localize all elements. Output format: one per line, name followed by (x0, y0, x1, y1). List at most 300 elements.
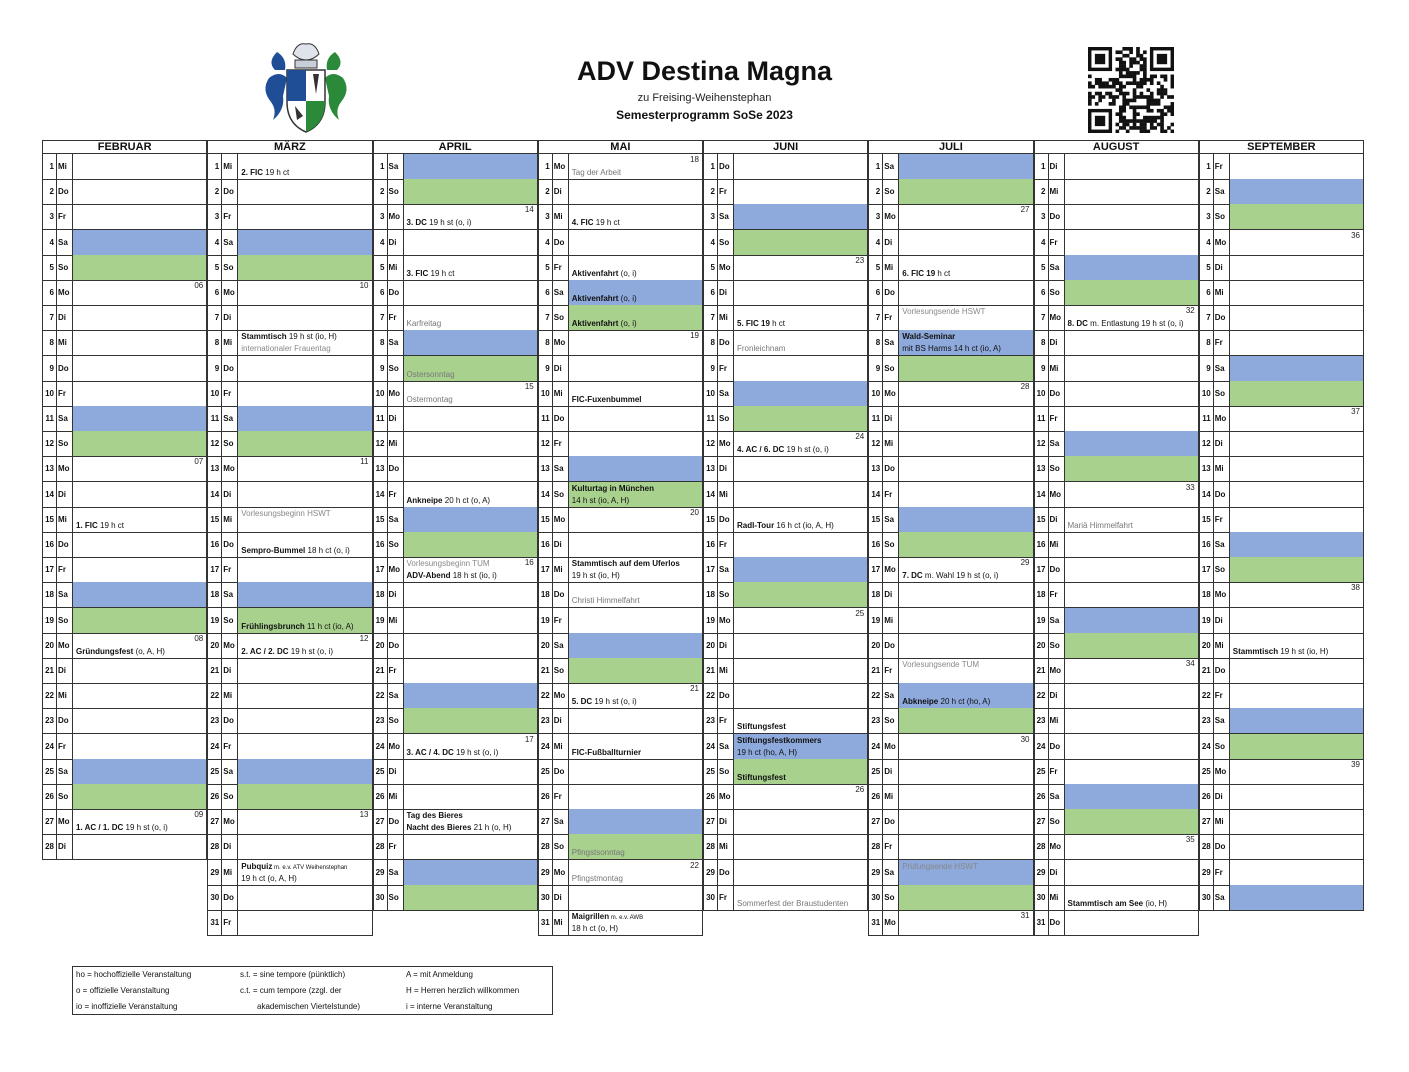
day-number: 17 (208, 557, 222, 582)
weekday: Fr (718, 708, 734, 733)
day-number: 10 (208, 381, 222, 406)
weekday: Di (883, 230, 899, 255)
weekday: So (57, 431, 73, 456)
weekday: Fr (1049, 582, 1065, 607)
weekday: So (222, 255, 238, 280)
day-row (373, 582, 538, 608)
day-cell (238, 734, 371, 759)
weekday: Sa (883, 330, 899, 355)
day-row (1199, 658, 1364, 684)
weekday: Di (222, 482, 238, 507)
day-row (207, 708, 372, 734)
day-cell (1230, 431, 1363, 456)
day-row (1034, 255, 1199, 281)
day-row (538, 154, 703, 180)
day-cell (734, 834, 867, 859)
day-cell (1230, 482, 1363, 507)
day-cell (404, 658, 537, 683)
day-cell (238, 658, 371, 683)
day-cell (569, 381, 702, 406)
event-text: 3. DC 19 h st (o, i) (406, 218, 472, 228)
day-number: 23 (1200, 708, 1214, 733)
day-row (538, 633, 703, 659)
weekday: Do (718, 860, 734, 885)
day-cell (569, 784, 702, 809)
day-number: 10 (1035, 381, 1049, 406)
day-row (538, 204, 703, 230)
day-row (538, 330, 703, 356)
day-number: 25 (704, 759, 718, 784)
day-cell (73, 179, 206, 204)
day-number: 4 (208, 230, 222, 255)
weekday: Mi (883, 255, 899, 280)
weekday: So (57, 255, 73, 280)
day-row (868, 759, 1033, 785)
weekday: Mi (388, 784, 404, 809)
day-cell (1230, 230, 1363, 255)
day-cell (1230, 557, 1363, 582)
day-number: 3 (208, 204, 222, 229)
day-row (373, 255, 538, 281)
week-number: 06 (194, 281, 204, 290)
weekday: Do (553, 406, 569, 431)
day-number: 3 (869, 204, 883, 229)
day-number: 4 (869, 230, 883, 255)
day-row (868, 860, 1033, 886)
day-cell (1065, 280, 1198, 305)
day-row (538, 809, 703, 835)
day-number: 24 (869, 734, 883, 759)
day-number: 4 (43, 230, 57, 255)
day-row (1034, 356, 1199, 382)
day-row (207, 557, 372, 583)
week-number: 24 (855, 432, 865, 442)
day-row (868, 456, 1033, 482)
day-row (207, 482, 372, 508)
day-cell (404, 456, 537, 481)
week-number: 38 (1351, 583, 1360, 593)
weekday: Do (1214, 482, 1230, 507)
day-row (42, 482, 207, 508)
weekday: Mi (1049, 885, 1065, 910)
day-number: 7 (43, 305, 57, 330)
day-number: 9 (539, 356, 553, 381)
day-number: 30 (869, 885, 883, 910)
day-cell (1065, 255, 1198, 280)
day-row (373, 633, 538, 659)
day-row (1199, 532, 1364, 558)
day-row (703, 456, 868, 482)
day-number: 27 (1200, 809, 1214, 834)
weekday: Di (388, 759, 404, 784)
day-cell (734, 406, 867, 431)
day-number: 22 (43, 683, 57, 708)
weekday: Di (222, 658, 238, 683)
weekday: Sa (388, 154, 404, 179)
day-number: 30 (1200, 885, 1214, 910)
weekday: Mo (553, 683, 569, 708)
day-row (42, 507, 207, 533)
day-cell (238, 179, 371, 204)
day-row (1034, 179, 1199, 205)
day-cell (238, 482, 371, 507)
day-row (1199, 834, 1364, 860)
day-number: 29 (208, 860, 222, 885)
weekday: Fr (1214, 860, 1230, 885)
weekday: Di (553, 356, 569, 381)
day-number: 26 (43, 784, 57, 809)
weekday: Fr (222, 381, 238, 406)
day-cell (899, 456, 1032, 481)
weekday: Di (1214, 784, 1230, 809)
weekday: Di (1049, 507, 1065, 532)
day-cell (569, 255, 702, 280)
day-cell (899, 507, 1032, 532)
day-row (1199, 154, 1364, 180)
day-number: 6 (1035, 280, 1049, 305)
day-row (42, 809, 207, 835)
day-number: 26 (1035, 784, 1049, 809)
day-row (373, 860, 538, 886)
weekday: Mi (718, 834, 734, 859)
day-row (703, 633, 868, 659)
day-cell (1230, 860, 1363, 885)
weekday: Mi (222, 860, 238, 885)
day-cell (1065, 381, 1198, 406)
event-text: Stammtisch 19 h st (io, H) (1232, 646, 1329, 656)
day-row (703, 154, 868, 180)
weekday: Sa (1049, 255, 1065, 280)
weekday: So (1049, 280, 1065, 305)
day-number: 11 (1200, 406, 1214, 431)
day-number: 8 (1035, 330, 1049, 355)
day-number: 3 (374, 204, 388, 229)
day-row (538, 708, 703, 734)
day-number: 2 (539, 179, 553, 204)
day-row (868, 532, 1033, 558)
day-row (207, 834, 372, 860)
weekday: Mo (718, 431, 734, 456)
weekday: Sa (388, 330, 404, 355)
day-cell (899, 280, 1032, 305)
day-number: 22 (208, 683, 222, 708)
day-cell (734, 658, 867, 683)
day-number: 18 (208, 582, 222, 607)
weekday: Fr (388, 305, 404, 330)
day-cell (569, 179, 702, 204)
weekday: Do (1049, 910, 1065, 935)
day-row (42, 431, 207, 457)
day-cell (73, 431, 206, 456)
day-cell (734, 482, 867, 507)
day-row (703, 834, 868, 860)
weekday: Mi (1049, 532, 1065, 557)
day-cell (1065, 582, 1198, 607)
day-cell (238, 406, 371, 431)
day-number: 21 (374, 658, 388, 683)
week-number: 13 (359, 810, 369, 820)
event-text: Stammtisch am See (io, H) (1067, 898, 1168, 908)
day-number: 18 (374, 582, 388, 607)
weekday: Sa (222, 582, 238, 607)
day-number: 23 (1035, 708, 1049, 733)
day-row (868, 683, 1033, 709)
day-number: 18 (869, 582, 883, 607)
event-text: 3. FIC 19 h ct (406, 268, 455, 278)
day-cell (238, 381, 371, 406)
weekday: Di (388, 230, 404, 255)
day-cell (1230, 784, 1363, 809)
day-cell (899, 381, 1032, 406)
day-cell (569, 759, 702, 784)
day-row (538, 381, 703, 407)
event-text: 5. DC 19 h st (o, i) (571, 697, 637, 707)
weekday: So (1049, 456, 1065, 481)
weekday: Di (1049, 330, 1065, 355)
day-row (703, 330, 868, 356)
day-cell (404, 482, 537, 507)
day-number: 14 (1200, 482, 1214, 507)
day-number: 31 (208, 910, 222, 935)
day-cell (569, 734, 702, 759)
event-title: Stiftungsfestkommers (737, 735, 822, 745)
weekday: So (718, 582, 734, 607)
day-row (207, 356, 372, 382)
week-number: 37 (1351, 407, 1360, 416)
day-row (373, 330, 538, 356)
legend-item: c.t. = cum tempore (zzgl. der (240, 986, 342, 995)
weekday: Sa (718, 734, 734, 759)
semester-title: Semesterprogramm SoSe 2023 (616, 108, 793, 122)
weekday: Mi (883, 608, 899, 633)
weekday: Mo (1049, 834, 1065, 859)
weekday: Di (553, 708, 569, 733)
day-cell (238, 507, 371, 532)
weekday: Fr (1214, 154, 1230, 179)
weekday: Di (718, 280, 734, 305)
day-number: 5 (1035, 255, 1049, 280)
day-row (538, 305, 703, 331)
day-row (868, 608, 1033, 634)
event-text: Mariä Himmelfahrt (1067, 520, 1133, 530)
day-number: 6 (208, 280, 222, 305)
weekday: Mi (553, 910, 569, 935)
weekday: Mi (1049, 356, 1065, 381)
day-cell (73, 784, 206, 809)
weekday: So (1214, 204, 1230, 229)
weekday: Di (1214, 255, 1230, 280)
calendar-note: Vorlesungsbeginn HSWT (241, 508, 331, 518)
month-column (703, 140, 868, 908)
day-cell (899, 406, 1032, 431)
event-text: Karfreitag (406, 319, 442, 329)
weekday: So (1214, 557, 1230, 582)
weekday: Do (57, 708, 73, 733)
day-cell (238, 532, 371, 557)
calendar-note: Vorlesungsende HSWT (902, 307, 986, 317)
event-text: Pfingstsonntag (571, 848, 625, 858)
day-row (703, 557, 868, 583)
day-cell (1065, 431, 1198, 456)
weekday: So (883, 885, 899, 910)
day-cell (404, 885, 537, 910)
event-text: Pfingstmontag (571, 873, 623, 883)
weekday: So (388, 356, 404, 381)
weekday: Fr (1214, 683, 1230, 708)
day-cell (404, 860, 537, 885)
day-cell (569, 683, 702, 708)
weekday: Do (718, 683, 734, 708)
day-row (703, 683, 868, 709)
day-number: 20 (208, 633, 222, 658)
day-cell (1230, 885, 1363, 910)
day-cell (404, 683, 537, 708)
day-cell (1230, 356, 1363, 381)
day-row (42, 633, 207, 659)
event-title: Maigrillen m. e.v. AWB (571, 912, 644, 921)
event-text: ADV-Abend 18 h st (io, i) (406, 571, 497, 581)
day-number: 26 (208, 784, 222, 809)
day-cell (1065, 154, 1198, 179)
weekday: Mi (1214, 633, 1230, 658)
day-number: 21 (208, 658, 222, 683)
day-row (207, 885, 372, 911)
day-cell (899, 482, 1032, 507)
event-text: 19 h ct (ho, A, H) (737, 747, 798, 757)
weekday: So (388, 708, 404, 733)
day-row (373, 482, 538, 508)
day-number: 26 (704, 784, 718, 809)
weekday: Sa (553, 280, 569, 305)
day-cell (1065, 608, 1198, 633)
qr-code-icon[interactable] (1088, 47, 1174, 133)
day-cell (1065, 910, 1198, 935)
day-number: 6 (539, 280, 553, 305)
weekday: Mi (883, 431, 899, 456)
day-number: 20 (1035, 633, 1049, 658)
day-number: 7 (539, 305, 553, 330)
day-number: 23 (869, 708, 883, 733)
page-subtitle: zu Freising-Weihenstephan (637, 92, 772, 104)
day-cell (404, 557, 537, 582)
day-cell (73, 759, 206, 784)
day-row (373, 759, 538, 785)
day-number: 19 (1200, 608, 1214, 633)
day-cell (734, 860, 867, 885)
day-number: 29 (374, 860, 388, 885)
day-number: 28 (539, 834, 553, 859)
day-number: 27 (43, 809, 57, 834)
day-row (868, 658, 1033, 684)
day-cell (73, 456, 206, 481)
weekday: Do (388, 633, 404, 658)
day-row (1034, 809, 1199, 835)
day-cell (1065, 658, 1198, 683)
day-number: 7 (208, 305, 222, 330)
day-cell (1065, 456, 1198, 481)
day-cell (734, 305, 867, 330)
day-row (207, 507, 372, 533)
calendar-note: internationaler Frauentag (241, 344, 331, 354)
day-number: 19 (869, 608, 883, 633)
day-row (538, 280, 703, 306)
weekday: Do (57, 356, 73, 381)
weekday: So (1214, 381, 1230, 406)
event-text: FIC-Fußballturnier (571, 747, 642, 757)
day-row (42, 330, 207, 356)
legend-item: s.t. = sine tempore (pünktlich) (240, 970, 346, 979)
weekday: Do (1049, 381, 1065, 406)
day-number: 15 (43, 507, 57, 532)
weekday: Mi (57, 330, 73, 355)
day-row (703, 356, 868, 382)
event-text: 1. AC / 1. DC 19 h st (o, i) (76, 823, 168, 833)
weekday: Mi (222, 154, 238, 179)
day-number: 9 (704, 356, 718, 381)
event-text: Sommerfest der Braustudenten (737, 898, 849, 908)
day-cell (1065, 330, 1198, 355)
weekday: Sa (718, 204, 734, 229)
day-cell (899, 759, 1032, 784)
legend-item: io = inoffizielle Veranstaltung (76, 1002, 178, 1011)
day-number: 21 (539, 658, 553, 683)
day-row (42, 683, 207, 709)
day-number: 18 (43, 582, 57, 607)
day-row (1034, 582, 1199, 608)
day-number: 8 (704, 330, 718, 355)
day-number: 9 (1200, 356, 1214, 381)
weekday: Di (57, 305, 73, 330)
day-row (207, 381, 372, 407)
weekday: Mo (883, 381, 899, 406)
day-number: 3 (539, 204, 553, 229)
month-column (207, 140, 372, 927)
day-number: 28 (374, 834, 388, 859)
day-number: 17 (869, 557, 883, 582)
day-cell (1065, 406, 1198, 431)
day-row (703, 885, 868, 911)
event-text: Sempro-Bummel 18 h ct (o, i) (241, 546, 350, 555)
weekday: Fr (57, 734, 73, 759)
weekday: Di (388, 582, 404, 607)
day-row (703, 784, 868, 810)
day-number: 5 (869, 255, 883, 280)
event-title: Tag des Bieres (406, 811, 463, 821)
day-row (868, 633, 1033, 659)
weekday: Di (553, 179, 569, 204)
week-number: 11 (360, 457, 369, 467)
day-number: 31 (869, 910, 883, 935)
weekday: Fr (883, 305, 899, 330)
weekday: Mi (57, 507, 73, 532)
event-text: Gründungsfest (o, A, H) (76, 646, 165, 656)
day-row (207, 204, 372, 230)
weekday: Fr (553, 608, 569, 633)
day-row (1034, 658, 1199, 684)
day-row (1199, 809, 1364, 835)
day-cell (734, 608, 867, 633)
day-row (868, 330, 1033, 356)
day-cell (734, 255, 867, 280)
day-row (1199, 381, 1364, 407)
weekday: Di (222, 834, 238, 859)
day-number: 10 (539, 381, 553, 406)
day-cell (238, 683, 371, 708)
week-number: 27 (1020, 205, 1030, 215)
day-cell (734, 230, 867, 255)
day-number: 10 (1200, 381, 1214, 406)
day-number: 11 (704, 406, 718, 431)
